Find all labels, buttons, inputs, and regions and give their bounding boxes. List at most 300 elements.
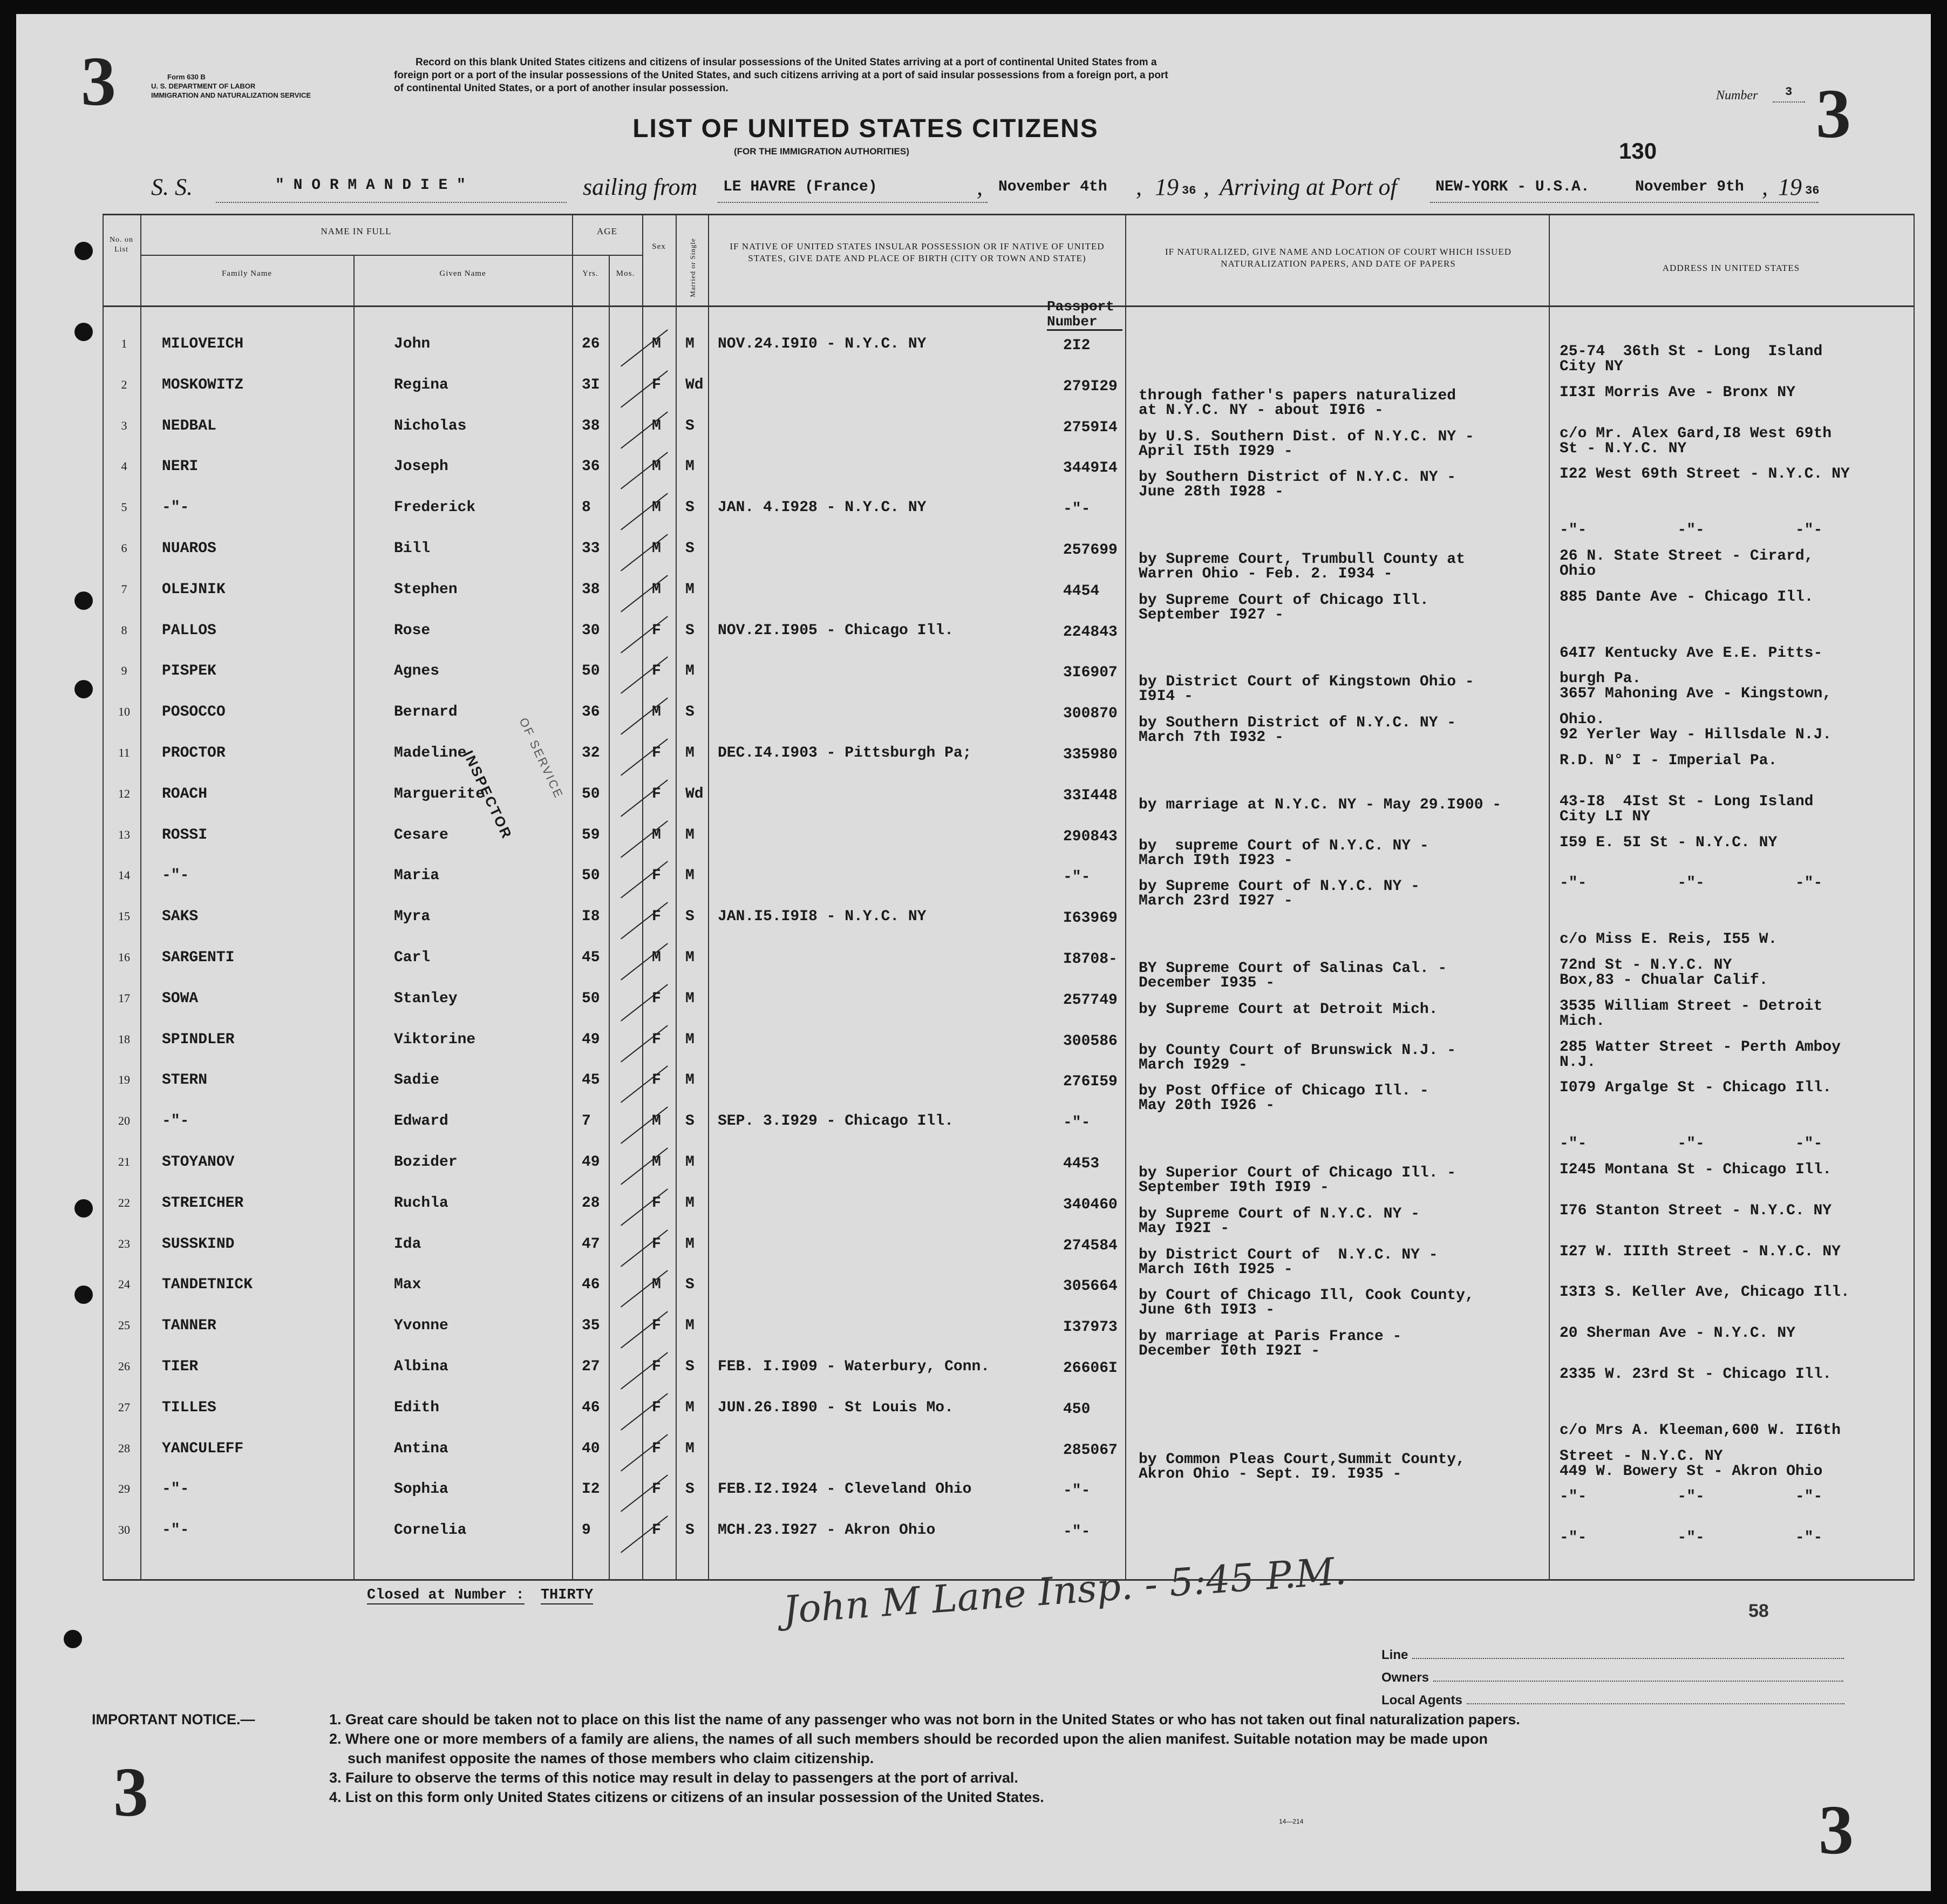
naturalization-line-1: by Superior Court of Chicago Ill. -	[1139, 1165, 1456, 1181]
punch-hole	[64, 1630, 82, 1648]
row-number: 10	[118, 705, 130, 718]
passport-number: 305664	[1063, 1278, 1118, 1295]
row-number: 4	[121, 459, 127, 473]
family-name: STERN	[162, 1072, 208, 1089]
age-years: 46	[582, 1399, 600, 1416]
passport-number: 3449I4	[1063, 460, 1118, 477]
naturalization-line-2: April I5th I929 -	[1139, 443, 1293, 460]
form-number: Form 630 B	[167, 73, 206, 81]
marital-status: S	[685, 1113, 695, 1130]
family-name: ROACH	[162, 786, 208, 803]
family-name: -"-	[162, 1481, 189, 1498]
inspector-signature: John M Lane Insp. - 5:45 P.M.	[781, 1548, 1348, 1633]
given-name: Bozider	[394, 1154, 458, 1171]
given-name: Frederick	[394, 499, 476, 516]
record-instructions	[394, 56, 1635, 95]
given-name: Regina	[394, 377, 448, 393]
age-years: 50	[582, 786, 600, 803]
corner-number-bottom-right: 3	[1819, 1791, 1854, 1869]
given-name: Sophia	[394, 1481, 448, 1498]
naturalization-line-1: by Supreme Court of N.Y.C. NY -	[1139, 1206, 1420, 1222]
ship-name: " N O R M A N D I E "	[275, 177, 466, 194]
naturalization-line-1: by supreme Court of N.Y.C. NY -	[1139, 838, 1429, 854]
service-name: IMMIGRATION AND NATURALIZATION SERVICE	[151, 91, 311, 99]
family-name: SPINDLER	[162, 1031, 235, 1048]
family-name: SUSSKIND	[162, 1236, 235, 1253]
comma: ,	[1762, 174, 1768, 200]
family-name: ROSSI	[162, 827, 208, 844]
naturalization-line-2: December I0th I92I -	[1139, 1343, 1320, 1359]
footer-owners-field	[1381, 1667, 1844, 1689]
family-name: -"-	[162, 1113, 189, 1130]
address-line-2: St - N.Y.C. NY	[1560, 440, 1687, 457]
row-number: 26	[118, 1359, 130, 1373]
sex: F	[652, 1522, 661, 1539]
owners-label: Owners	[1381, 1670, 1429, 1685]
row-number: 1	[121, 337, 127, 350]
marital-status: S	[685, 1276, 695, 1293]
header-mos: Mos.	[616, 269, 635, 278]
address-line-1: Ohio.	[1560, 711, 1605, 728]
arriving-date: November 9th	[1635, 179, 1744, 195]
birth-info: MCH.23.I927 - Akron Ohio	[718, 1522, 936, 1539]
naturalization-line-1: by Southern District of N.Y.C. NY -	[1139, 715, 1456, 731]
address-line-1: 885 Dante Ave - Chicago Ill.	[1560, 589, 1814, 606]
header-age: AGE	[597, 226, 617, 236]
ship-name-line	[216, 202, 567, 203]
notice-item-1: 1. Great care should be taken not to place on this list the name of any passenger who was not born in the United States or who has not taken out final naturalization papers.	[329, 1711, 1520, 1728]
age-years: 38	[582, 581, 600, 598]
footer-line-field	[1381, 1644, 1844, 1667]
address-line-1: I59 E. 5I St - N.Y.C. NY	[1560, 834, 1778, 851]
row-number: 6	[121, 541, 127, 555]
manifest-page	[16, 14, 1931, 1891]
passport-number: -"-	[1063, 501, 1091, 518]
row-number: 25	[118, 1318, 130, 1332]
footer-agents-field	[1381, 1689, 1844, 1712]
notice-item-3: 3. Failure to observe the terms of this notice may result in delay to passengers at the port of arrival.	[329, 1770, 1018, 1786]
passport-number: 279I29	[1063, 378, 1118, 395]
comma: ,	[977, 174, 983, 200]
header-address: ADDRESS IN UNITED STATES	[1662, 263, 1800, 273]
given-name: Edith	[394, 1399, 440, 1416]
record-line-3: of continental United States, or a port of another insular possession.	[394, 83, 729, 94]
address-line-1: I27 W. IIIth Street - N.Y.C. NY	[1560, 1243, 1841, 1260]
birth-info: DEC.I4.I903 - Pittsburgh Pa;	[718, 745, 972, 761]
row-number: 9	[121, 664, 127, 677]
family-name: PISPEK	[162, 663, 216, 679]
age-years: 46	[582, 1276, 600, 1293]
notice-items	[329, 1710, 1894, 1807]
naturalization-line-1: through father's papers naturalized	[1139, 387, 1456, 404]
address-line-2: 64I7 Kentucky Ave E.E. Pitts-	[1560, 645, 1823, 662]
family-name: TILLES	[162, 1399, 216, 1416]
given-name: Madeline	[394, 745, 467, 761]
address-line-2: 92 Yerler Way - Hillsdale N.J.	[1560, 726, 1832, 743]
naturalization-line-2: Warren Ohio - Feb. 2. I934 -	[1139, 566, 1393, 582]
footer-fields	[1381, 1644, 1844, 1712]
corner-number-top-left: 3	[81, 43, 116, 120]
passport-number: -"-	[1063, 1483, 1091, 1499]
sex: M	[652, 458, 661, 475]
naturalization-line-1: by marriage at N.Y.C. NY - May 29.I900 -	[1139, 797, 1502, 813]
address-line-2: c/o Miss E. Reis, I55 W.	[1560, 931, 1778, 948]
punch-hole	[74, 591, 93, 610]
naturalization-line-1: by Supreme Court of N.Y.C. NY -	[1139, 878, 1420, 895]
birth-info: NOV.24.I9I0 - N.Y.C. NY	[718, 336, 927, 352]
given-name: Rose	[394, 622, 431, 639]
family-name: TANDETNICK	[162, 1276, 253, 1293]
address-line-1: I76 Stanton Street - N.Y.C. NY	[1560, 1202, 1832, 1219]
col-border	[1125, 214, 1126, 1580]
agents-label: Local Agents	[1381, 1693, 1462, 1708]
family-name: STOYANOV	[162, 1154, 235, 1171]
sex: M	[652, 1154, 661, 1171]
sex: M	[652, 336, 661, 352]
given-name: Maria	[394, 867, 440, 884]
address-line-2: -"- -"- -"-	[1560, 522, 1823, 539]
marital-status: M	[685, 663, 695, 679]
passport-number: 4454	[1063, 583, 1100, 600]
naturalization-line-1: by Supreme Court at Detroit Mich.	[1139, 1001, 1438, 1018]
sex: F	[652, 786, 661, 803]
sex: M	[652, 499, 661, 516]
number-line	[1773, 101, 1805, 103]
passport-number: 26606I	[1063, 1360, 1118, 1377]
sex: F	[652, 1399, 661, 1416]
passport-number: 450	[1063, 1401, 1091, 1418]
address-line-2: City LI NY	[1560, 808, 1651, 825]
naturalization-line-1: by Southern District of N.Y.C. NY -	[1139, 469, 1456, 486]
age-years: I2	[582, 1481, 600, 1498]
marital-status: M	[685, 990, 695, 1007]
naturalization-line-1: by Supreme Court of Chicago Ill.	[1139, 592, 1429, 609]
family-name: NEDBAL	[162, 418, 216, 434]
arriving-year-prefix: 19	[1778, 174, 1802, 200]
row-number: 11	[118, 746, 130, 759]
address-line-1: Street - N.Y.C. NY	[1560, 1448, 1723, 1465]
row-number: 18	[118, 1032, 130, 1046]
sailing-year: 36	[1182, 184, 1196, 198]
family-name: SAKS	[162, 908, 199, 925]
naturalization-line-1: BY Supreme Court of Salinas Cal. -	[1139, 960, 1447, 977]
naturalization-line-2: Akron Ohio - Sept. I9. I935 -	[1139, 1466, 1402, 1483]
age-years: 26	[582, 336, 600, 352]
naturalization-line-2: June 6th I9I3 -	[1139, 1302, 1275, 1318]
address-line-1: -"- -"- -"-	[1560, 875, 1823, 892]
naturalization-line-2: May 20th I926 -	[1139, 1097, 1275, 1114]
marital-status: S	[685, 1481, 695, 1498]
sex: F	[652, 663, 661, 679]
passport-number: 276I59	[1063, 1073, 1118, 1090]
row-number: 8	[121, 623, 127, 637]
sex: F	[652, 1440, 661, 1457]
family-name: SOWA	[162, 990, 199, 1007]
family-name: PROCTOR	[162, 745, 226, 761]
marital-status: S	[685, 1358, 695, 1375]
marital-status: M	[685, 1195, 695, 1212]
owners-blank	[1433, 1681, 1843, 1682]
number-label: Number	[1716, 89, 1758, 103]
passport-number: 2759I4	[1063, 419, 1118, 436]
row-number: 24	[118, 1277, 130, 1291]
page-count: 58	[1748, 1601, 1769, 1621]
closed-value: THIRTY	[540, 1587, 594, 1603]
sex: M	[652, 540, 661, 557]
form-identifier	[151, 72, 311, 100]
address-line-1: 285 Watter Street - Perth Amboy	[1560, 1039, 1841, 1056]
given-name: Cornelia	[394, 1522, 467, 1539]
address-line-1: burgh Pa.	[1560, 670, 1642, 687]
naturalization-line-2: June 28th I928 -	[1139, 484, 1284, 500]
marital-status: M	[685, 745, 695, 761]
birth-info: FEB.I2.I924 - Cleveland Ohio	[718, 1481, 972, 1498]
given-name: Albina	[394, 1358, 448, 1375]
passport-number: I8708-	[1063, 951, 1118, 968]
header-yrs: Yrs.	[582, 269, 598, 278]
naturalization-line-1: by U.S. Southern Dist. of N.Y.C. NY -	[1139, 429, 1474, 445]
age-years: 38	[582, 418, 600, 434]
address-line-1: I22 West 69th Street - N.Y.C. NY	[1560, 466, 1850, 482]
marital-status: Wd	[685, 786, 704, 803]
marital-status: M	[685, 1399, 695, 1416]
sailing-date: November 4th	[998, 179, 1107, 195]
marital-status: M	[685, 336, 695, 352]
age-years: 9	[582, 1522, 591, 1539]
age-years: I8	[582, 908, 600, 925]
number-small: 3	[1785, 85, 1793, 99]
passport-number: 257699	[1063, 542, 1118, 559]
family-name: STREICHER	[162, 1195, 244, 1212]
given-name: Cesare	[394, 827, 448, 844]
marital-status: M	[685, 1072, 695, 1089]
row-number: 12	[118, 787, 130, 800]
marital-status: M	[685, 1317, 695, 1334]
record-line-1: Record on this blank United States citizens and citizens of insular possessions of the United States arriving at a port of continental United States from a	[416, 57, 1157, 68]
header-birth: IF NATIVE OF UNITED STATES INSULAR POSSESSION OR IF NATIVE OF UNITED STATES, GIVE DATE AND PLACE OF BIRTH (CITY OR TOWN AND STATE)	[730, 241, 1105, 263]
family-name: OLEJNIK	[162, 581, 226, 598]
passport-number: 300870	[1063, 705, 1118, 722]
naturalization-line-2: December I935 -	[1139, 975, 1275, 991]
sex: M	[652, 1276, 661, 1293]
row-number: 27	[118, 1400, 130, 1414]
marital-status: M	[685, 867, 695, 884]
family-name: MOSKOWITZ	[162, 377, 244, 393]
passport-number: 257749	[1063, 992, 1118, 1009]
header-naturalized: IF NATURALIZED, GIVE NAME AND LOCATION OF COURT WHICH ISSUED NATURALIZATION PAPERS, AND DATE OF PAPERS	[1165, 247, 1512, 269]
sex: F	[652, 1072, 661, 1089]
marital-status: S	[685, 418, 695, 434]
family-name: MILOVEICH	[162, 336, 244, 352]
arriving-line	[1430, 202, 1819, 203]
address-line-1: R.D. N° I - Imperial Pa.	[1560, 752, 1778, 769]
naturalization-line-2: March I6th I925 -	[1139, 1261, 1293, 1278]
row-number: 22	[118, 1196, 130, 1209]
passport-number: 4453	[1063, 1155, 1100, 1172]
row-number: 16	[118, 950, 130, 964]
marital-status: S	[685, 540, 695, 557]
given-name: Edward	[394, 1113, 448, 1130]
address-line-1: II3I Morris Ave - Bronx NY	[1560, 384, 1795, 401]
age-years: 49	[582, 1154, 600, 1171]
age-years: 3I	[582, 377, 600, 393]
line-label: Line	[1381, 1648, 1408, 1662]
sex: M	[652, 1113, 661, 1130]
address-line-1: I3I3 S. Keller Ave, Chicago Ill.	[1560, 1284, 1850, 1301]
passport-number: 274584	[1063, 1237, 1118, 1254]
row-number: 3	[121, 419, 127, 432]
age-years: 40	[582, 1440, 600, 1457]
closed-at-label	[367, 1587, 593, 1603]
table-top-border	[103, 214, 1915, 215]
ship-label: S. S.	[151, 174, 193, 200]
family-name: YANCULEFF	[162, 1440, 244, 1457]
record-line-2: foreign port or a port of the insular possessions of the United States, and such citizens arriving at a port of said insular possessions from a foreign port, a port	[394, 70, 1168, 81]
age-years: 50	[582, 867, 600, 884]
age-years: 49	[582, 1031, 600, 1048]
form-code: 14—214	[1279, 1818, 1304, 1825]
sex: F	[652, 1236, 661, 1253]
age-years: 59	[582, 827, 600, 844]
name-header-divider	[140, 255, 642, 256]
title-text: LIST OF UNITED STATES CITIZENS	[632, 114, 1099, 143]
naturalization-line-1: by marriage at Paris France -	[1139, 1328, 1402, 1345]
address-line-1: 72nd St - N.Y.C. NY	[1560, 957, 1732, 974]
age-years: 27	[582, 1358, 600, 1375]
sailing-label: sailing from	[583, 174, 698, 200]
passport-number: -"-	[1063, 1114, 1091, 1131]
family-name: -"-	[162, 499, 189, 516]
marital-status: S	[685, 622, 695, 639]
given-name: Bill	[394, 540, 431, 557]
family-name: TANNER	[162, 1317, 216, 1334]
address-line-2: -"- -"- -"-	[1560, 1135, 1823, 1152]
sex: F	[652, 1358, 661, 1375]
notice-item-4: 4. List on this form only United States citizens or citizens of an insular possession of the United States.	[329, 1789, 1044, 1805]
header-family-name: Family Name	[221, 269, 273, 278]
sailing-from: LE HAVRE (France)	[723, 179, 877, 195]
naturalization-line-1: by Post Office of Chicago Ill. -	[1139, 1083, 1429, 1099]
corner-number-top-right: 3	[1816, 75, 1851, 153]
given-name: Carl	[394, 949, 431, 966]
punch-hole	[74, 1199, 93, 1218]
col-border	[1914, 214, 1915, 1580]
given-name: Ida	[394, 1236, 421, 1253]
sex: M	[652, 418, 661, 434]
sex: F	[652, 622, 661, 639]
col-border	[609, 255, 610, 1580]
age-years: 8	[582, 499, 591, 516]
page-subtitle: (FOR THE IMMIGRATION AUTHORITIES)	[734, 146, 909, 157]
row-number: 2	[121, 378, 127, 391]
row-number: 15	[118, 909, 130, 923]
given-name: Stephen	[394, 581, 458, 598]
line-blank	[1412, 1658, 1844, 1659]
address-line-1: 25-74 36th St - Long Island	[1560, 343, 1823, 360]
col-border	[572, 214, 573, 1580]
marital-status: M	[685, 581, 695, 598]
naturalization-line-2: March I929 -	[1139, 1057, 1248, 1073]
row-number: 20	[118, 1114, 130, 1127]
naturalization-line-2: March I9th I923 -	[1139, 852, 1293, 869]
arriving-year: 36	[1805, 184, 1820, 198]
naturalization-line-2: September I9th I9I9 -	[1139, 1179, 1329, 1196]
naturalization-line-1: by District Court of Kingstown Ohio -	[1139, 674, 1474, 690]
address-line-1: I245 Montana St - Chicago Ill.	[1560, 1161, 1832, 1178]
birth-info: FEB. I.I909 - Waterbury, Conn.	[718, 1358, 990, 1375]
punch-hole	[74, 242, 93, 260]
marital-status: M	[685, 949, 695, 966]
col-border	[353, 255, 355, 1580]
address-line-2: c/o Mrs A. Kleeman,600 W. II6th	[1560, 1422, 1841, 1439]
age-years: 33	[582, 540, 600, 557]
punch-hole	[74, 680, 93, 698]
passport-number: 340460	[1063, 1196, 1118, 1213]
given-name: Bernard	[394, 704, 458, 720]
address-line-1: 3535 William Street - Detroit	[1560, 998, 1823, 1015]
passport-number: I63969	[1063, 910, 1118, 927]
given-name: Viktorine	[394, 1031, 476, 1048]
family-name: POSOCCO	[162, 704, 226, 720]
agents-blank	[1467, 1703, 1844, 1704]
address-line-1: I079 Argalge St - Chicago Ill.	[1560, 1079, 1832, 1096]
passport-number: 285067	[1063, 1442, 1118, 1459]
age-years: 45	[582, 1072, 600, 1089]
passport-number: 2I2	[1063, 337, 1091, 354]
age-years: 28	[582, 1195, 600, 1212]
row-number: 5	[121, 500, 127, 514]
given-name: John	[394, 336, 431, 352]
passport-number: -"-	[1063, 869, 1091, 886]
given-name: Agnes	[394, 663, 440, 679]
address-line-1: 2335 W. 23rd St - Chicago Ill.	[1560, 1366, 1832, 1383]
sailing-year-prefix: 19	[1155, 174, 1179, 200]
given-name: Sadie	[394, 1072, 440, 1089]
punch-hole	[74, 323, 93, 341]
sex: M	[652, 827, 661, 844]
age-years: 50	[582, 663, 600, 679]
row-number: 19	[118, 1073, 130, 1086]
age-years: 45	[582, 949, 600, 966]
sex: F	[652, 377, 661, 393]
address-line-2: City NY	[1560, 358, 1623, 375]
row-number: 30	[118, 1523, 130, 1536]
stamp-number: 130	[1619, 138, 1657, 164]
header-bottom-border	[103, 305, 1915, 307]
inspector-stamp: INSPECTOR	[460, 748, 516, 842]
given-name: Marguerite	[394, 786, 485, 803]
sex: F	[652, 990, 661, 1007]
given-name: Nicholas	[394, 418, 467, 434]
row-number: 14	[118, 868, 130, 882]
naturalization-line-2: May I92I -	[1139, 1220, 1230, 1237]
sex: M	[652, 949, 661, 966]
row-number: 28	[118, 1441, 130, 1455]
birth-info: JUN.26.I890 - St Louis Mo.	[718, 1399, 954, 1416]
header-married-or-single: Married or Single	[689, 238, 697, 297]
service-stamp: OF SERVICE	[516, 716, 566, 801]
department-name: U. S. DEPARTMENT OF LABOR	[151, 82, 256, 90]
naturalization-line-1: by County Court of Brunswick N.J. -	[1139, 1042, 1456, 1059]
passport-number: 290843	[1063, 828, 1118, 845]
family-name: NUAROS	[162, 540, 216, 557]
birth-info: NOV.2I.I905 - Chicago Ill.	[718, 622, 954, 639]
birth-info: SEP. 3.I929 - Chicago Ill.	[718, 1113, 954, 1130]
sailing-from-line	[718, 202, 988, 203]
age-years: 36	[582, 458, 600, 475]
comma: ,	[1203, 174, 1209, 200]
sex: F	[652, 867, 661, 884]
